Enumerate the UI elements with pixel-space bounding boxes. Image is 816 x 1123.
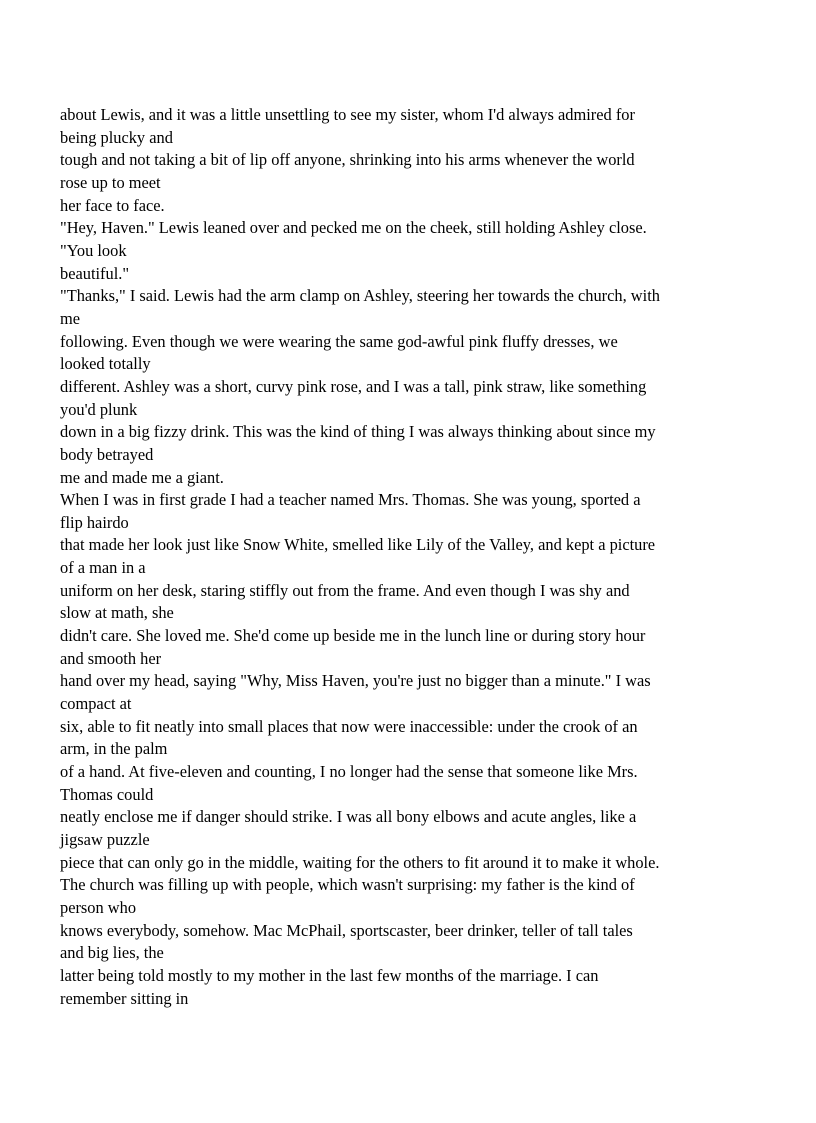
text-line: piece that can only go in the middle, waiting for the others to fit around it to make it whole. [60,852,660,872]
text-line: her face to face. [60,195,165,215]
text-line: rose up to meet [60,172,161,192]
text-line: person who [60,897,137,917]
text-line: beautiful." [60,263,130,283]
text-line: looked totally [60,354,151,374]
text-line: down in a big fizzy drink. This was the kind of thing I was always thinking about since my [60,422,656,442]
text-line: hand over my head, saying "Why, Miss Haven, you're just no bigger than a minute." I was [60,671,651,691]
text-line: uniform on her desk, staring stiffly out from the frame. And even though I was shy and [60,580,630,600]
text-line: body betrayed [60,444,154,464]
text-line: being plucky and [60,127,173,147]
text-line: following. Even though we were wearing the same god-awful pink fluffy dresses, we [60,331,618,351]
text-line: of a man in a [60,558,146,578]
text-line: "You look [60,240,127,260]
text-line: remember sitting in [60,988,189,1008]
text-line: "Hey, Haven." Lewis leaned over and pecked me on the cheek, still holding Ashley close. [60,218,647,238]
text-line: arm, in the palm [60,739,168,759]
text-line: me and made me a giant. [60,467,224,487]
document-body [60,104,760,1010]
text-line: tough and not taking a bit of lip off anyone, shrinking into his arms whenever the world [60,150,635,170]
text-line: of a hand. At five-eleven and counting, I no longer had the sense that someone like Mrs. [60,762,638,782]
text-line: about Lewis, and it was a little unsettling to see my sister, whom I'd always admired for [60,105,635,124]
text-line: flip hairdo [60,512,129,532]
text-line: neatly enclose me if danger should strike. I was all bony elbows and acute angles, like a [60,807,637,827]
text-line: knows everybody, somehow. Mac McPhail, sportscaster, beer drinker, teller of tall tales [60,920,633,940]
text-line: compact at [60,694,132,714]
text-line: you'd plunk [60,399,138,419]
text-line: The church was filling up with people, which wasn't surprising: my father is the kind of [60,875,635,895]
text-line: six, able to fit neatly into small places that now were inaccessible: under the crook of an [60,716,638,736]
text-line: When I was in first grade I had a teacher named Mrs. Thomas. She was young, sported a [60,490,641,510]
text-line: jigsaw puzzle [60,830,150,849]
text-line: and smooth her [60,648,162,668]
text-line: latter being told mostly to my mother in the last few months of the marriage. I can [60,965,599,985]
text-line: and big lies, the [60,943,164,963]
text-line: "Thanks," I said. Lewis had the arm clamp on Ashley, steering her towards the church, with [60,286,660,306]
text-line: me [60,308,81,328]
text-line: didn't care. She loved me. She'd come up beside me in the lunch line or during story hour [60,626,646,646]
text-line: Thomas could [60,784,154,804]
text-line: different. Ashley was a short, curvy pink rose, and I was a tall, pink straw, like something [60,376,647,396]
text-line: that made her look just like Snow White, smelled like Lily of the Valley, and kept a picture [60,535,656,555]
text-line: slow at math, she [60,603,174,623]
